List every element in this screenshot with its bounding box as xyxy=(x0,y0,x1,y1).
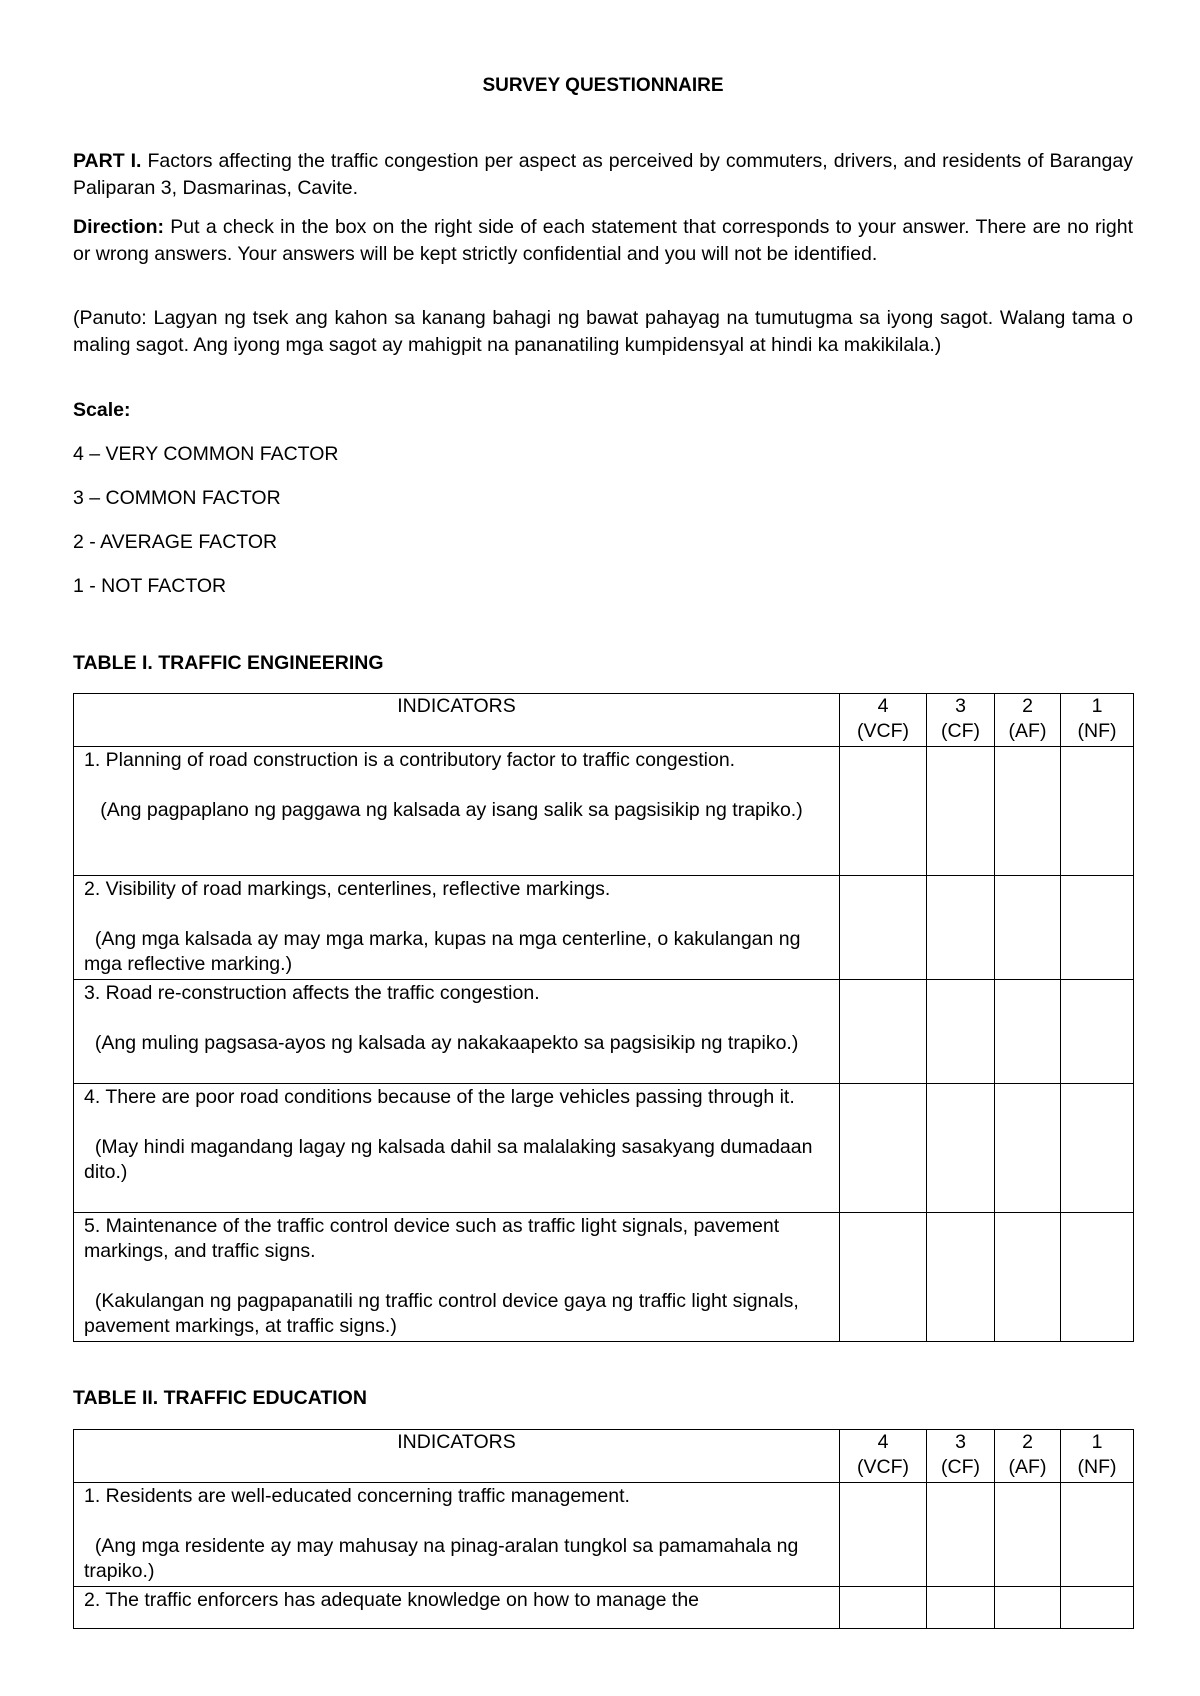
checkbox-1[interactable] xyxy=(1061,1084,1134,1213)
checkbox-4[interactable] xyxy=(840,1483,927,1587)
indicator-text: 1. Planning of road construction is a contributory factor to traffic congestion. xyxy=(84,749,736,771)
checkbox-4[interactable] xyxy=(840,980,927,1084)
indicators-header: INDICATORS xyxy=(74,1430,840,1483)
col-3-header: 3 (CF) xyxy=(927,694,995,747)
indicator-translation: (Ang pagpaplano ng paggawa ng kalsada ay isang salik sa pagsisikip ng trapiko.) xyxy=(84,799,803,821)
checkbox-4[interactable] xyxy=(840,1587,927,1629)
indicator-translation: (Ang mga residente ay may mahusay na pinag-aralan tungkol sa pamamahala ng trapiko.) xyxy=(84,1535,804,1582)
indicator-translation: (Ang muling pagsasa-ayos ng kalsada ay nakakaapekto sa pagsisikip ng trapiko.) xyxy=(84,1032,799,1054)
indicator-cell xyxy=(74,1587,840,1629)
checkbox-2[interactable] xyxy=(995,876,1061,980)
table-header-row xyxy=(74,694,1134,747)
direction-label: Direction: xyxy=(73,216,165,238)
checkbox-4[interactable] xyxy=(840,747,927,876)
table-row xyxy=(74,980,1134,1084)
direction-paragraph xyxy=(73,214,1133,268)
table2-title: TABLE II. TRAFFIC EDUCATION xyxy=(73,1387,367,1409)
indicators-header: INDICATORS xyxy=(74,694,840,747)
indicator-translation: (Kakulangan ng pagpapanatili ng traffic control device gaya ng traffic light signals, pavement markings, at traffic signs.) xyxy=(84,1290,805,1337)
col-1-header: 1 (NF) xyxy=(1061,694,1134,747)
scale-label: Scale: xyxy=(73,399,131,421)
col-4-header: 4 (VCF) xyxy=(840,1430,927,1483)
part-paragraph xyxy=(73,148,1133,202)
checkbox-3[interactable] xyxy=(927,747,995,876)
checkbox-1[interactable] xyxy=(1061,1483,1134,1587)
col-3-header: 3 (CF) xyxy=(927,1430,995,1483)
indicator-cell xyxy=(74,876,840,980)
checkbox-4[interactable] xyxy=(840,1213,927,1342)
checkbox-1[interactable] xyxy=(1061,1587,1134,1629)
checkbox-3[interactable] xyxy=(927,1084,995,1213)
scale-item: 3 – COMMON FACTOR xyxy=(73,487,281,509)
indicator-text: 2. The traffic enforcers has adequate knowledge on how to manage the xyxy=(84,1589,700,1611)
panuto-paragraph: (Panuto: Lagyan ng tsek ang kahon sa kanang bahagi ng bawat pahayag na tumutugma sa iyong sagot. Walang tama o maling sagot. Ang iyong mga sagot ay mahigpit na pananatiling kumpidensyal at hindi ka makikilala.) xyxy=(73,307,1133,356)
table-row xyxy=(74,1213,1134,1342)
scale-item: 1 - NOT FACTOR xyxy=(73,575,227,597)
table-header-row xyxy=(74,1430,1134,1483)
indicator-cell xyxy=(74,1084,840,1213)
indicator-translation: (Ang mga kalsada ay may mga marka, kupas na mga centerline, o kakulangan ng mga reflective marking.) xyxy=(84,928,806,975)
checkbox-4[interactable] xyxy=(840,1084,927,1213)
scale-item: 2 - AVERAGE FACTOR xyxy=(73,531,278,553)
table1-title: TABLE I. TRAFFIC ENGINEERING xyxy=(73,652,384,674)
col-2-header: 2 (AF) xyxy=(995,694,1061,747)
checkbox-2[interactable] xyxy=(995,1084,1061,1213)
table-row xyxy=(74,1587,1134,1629)
table-row xyxy=(74,1084,1134,1213)
checkbox-2[interactable] xyxy=(995,1483,1061,1587)
checkbox-1[interactable] xyxy=(1061,747,1134,876)
col-2-header: 2 (AF) xyxy=(995,1430,1061,1483)
checkbox-1[interactable] xyxy=(1061,980,1134,1084)
checkbox-2[interactable] xyxy=(995,1587,1061,1629)
checkbox-1[interactable] xyxy=(1061,876,1134,980)
indicator-translation: (May hindi magandang lagay ng kalsada dahil sa malalaking sasakyang dumadaan dito.) xyxy=(84,1136,818,1183)
checkbox-2[interactable] xyxy=(995,980,1061,1084)
part-label: PART I. xyxy=(73,150,142,172)
checkbox-3[interactable] xyxy=(927,980,995,1084)
checkbox-3[interactable] xyxy=(927,876,995,980)
direction-text: Put a check in the box on the right side of each statement that corresponds to your answer. There are no right or wrong answers. Your answers will be kept strictly confidential and you will not be identified. xyxy=(73,216,1133,265)
table-row xyxy=(74,747,1134,876)
indicator-cell xyxy=(74,1483,840,1587)
col-4-header: 4 (VCF) xyxy=(840,694,927,747)
indicator-text: 1. Residents are well-educated concerning traffic management. xyxy=(84,1485,630,1507)
scale-item: 4 – VERY COMMON FACTOR xyxy=(73,443,339,465)
checkbox-2[interactable] xyxy=(995,1213,1061,1342)
indicator-cell xyxy=(74,747,840,876)
indicator-cell xyxy=(74,980,840,1084)
table-row xyxy=(74,876,1134,980)
checkbox-3[interactable] xyxy=(927,1213,995,1342)
checkbox-3[interactable] xyxy=(927,1483,995,1587)
indicator-text: 4. There are poor road conditions because of the large vehicles passing through it. xyxy=(84,1086,795,1108)
indicator-cell xyxy=(74,1213,840,1342)
page-title: SURVEY QUESTIONNAIRE xyxy=(482,75,724,96)
checkbox-4[interactable] xyxy=(840,876,927,980)
checkbox-2[interactable] xyxy=(995,747,1061,876)
table-traffic-engineering xyxy=(73,693,1134,1342)
table-traffic-education xyxy=(73,1429,1134,1629)
table-row xyxy=(74,1483,1134,1587)
indicator-text: 5. Maintenance of the traffic control device such as traffic light signals, pavement markings, and traffic signs. xyxy=(84,1215,780,1262)
checkbox-1[interactable] xyxy=(1061,1213,1134,1342)
col-1-header: 1 (NF) xyxy=(1061,1430,1134,1483)
indicator-text: 3. Road re-construction affects the traffic congestion. xyxy=(84,982,540,1004)
part-text: Factors affecting the traffic congestion per aspect as perceived by commuters, drivers, and residents of Barangay Paliparan 3, Dasmarinas, Cavite. xyxy=(73,150,1133,199)
indicator-text: 2. Visibility of road markings, centerlines, reflective markings. xyxy=(84,878,611,900)
checkbox-3[interactable] xyxy=(927,1587,995,1629)
